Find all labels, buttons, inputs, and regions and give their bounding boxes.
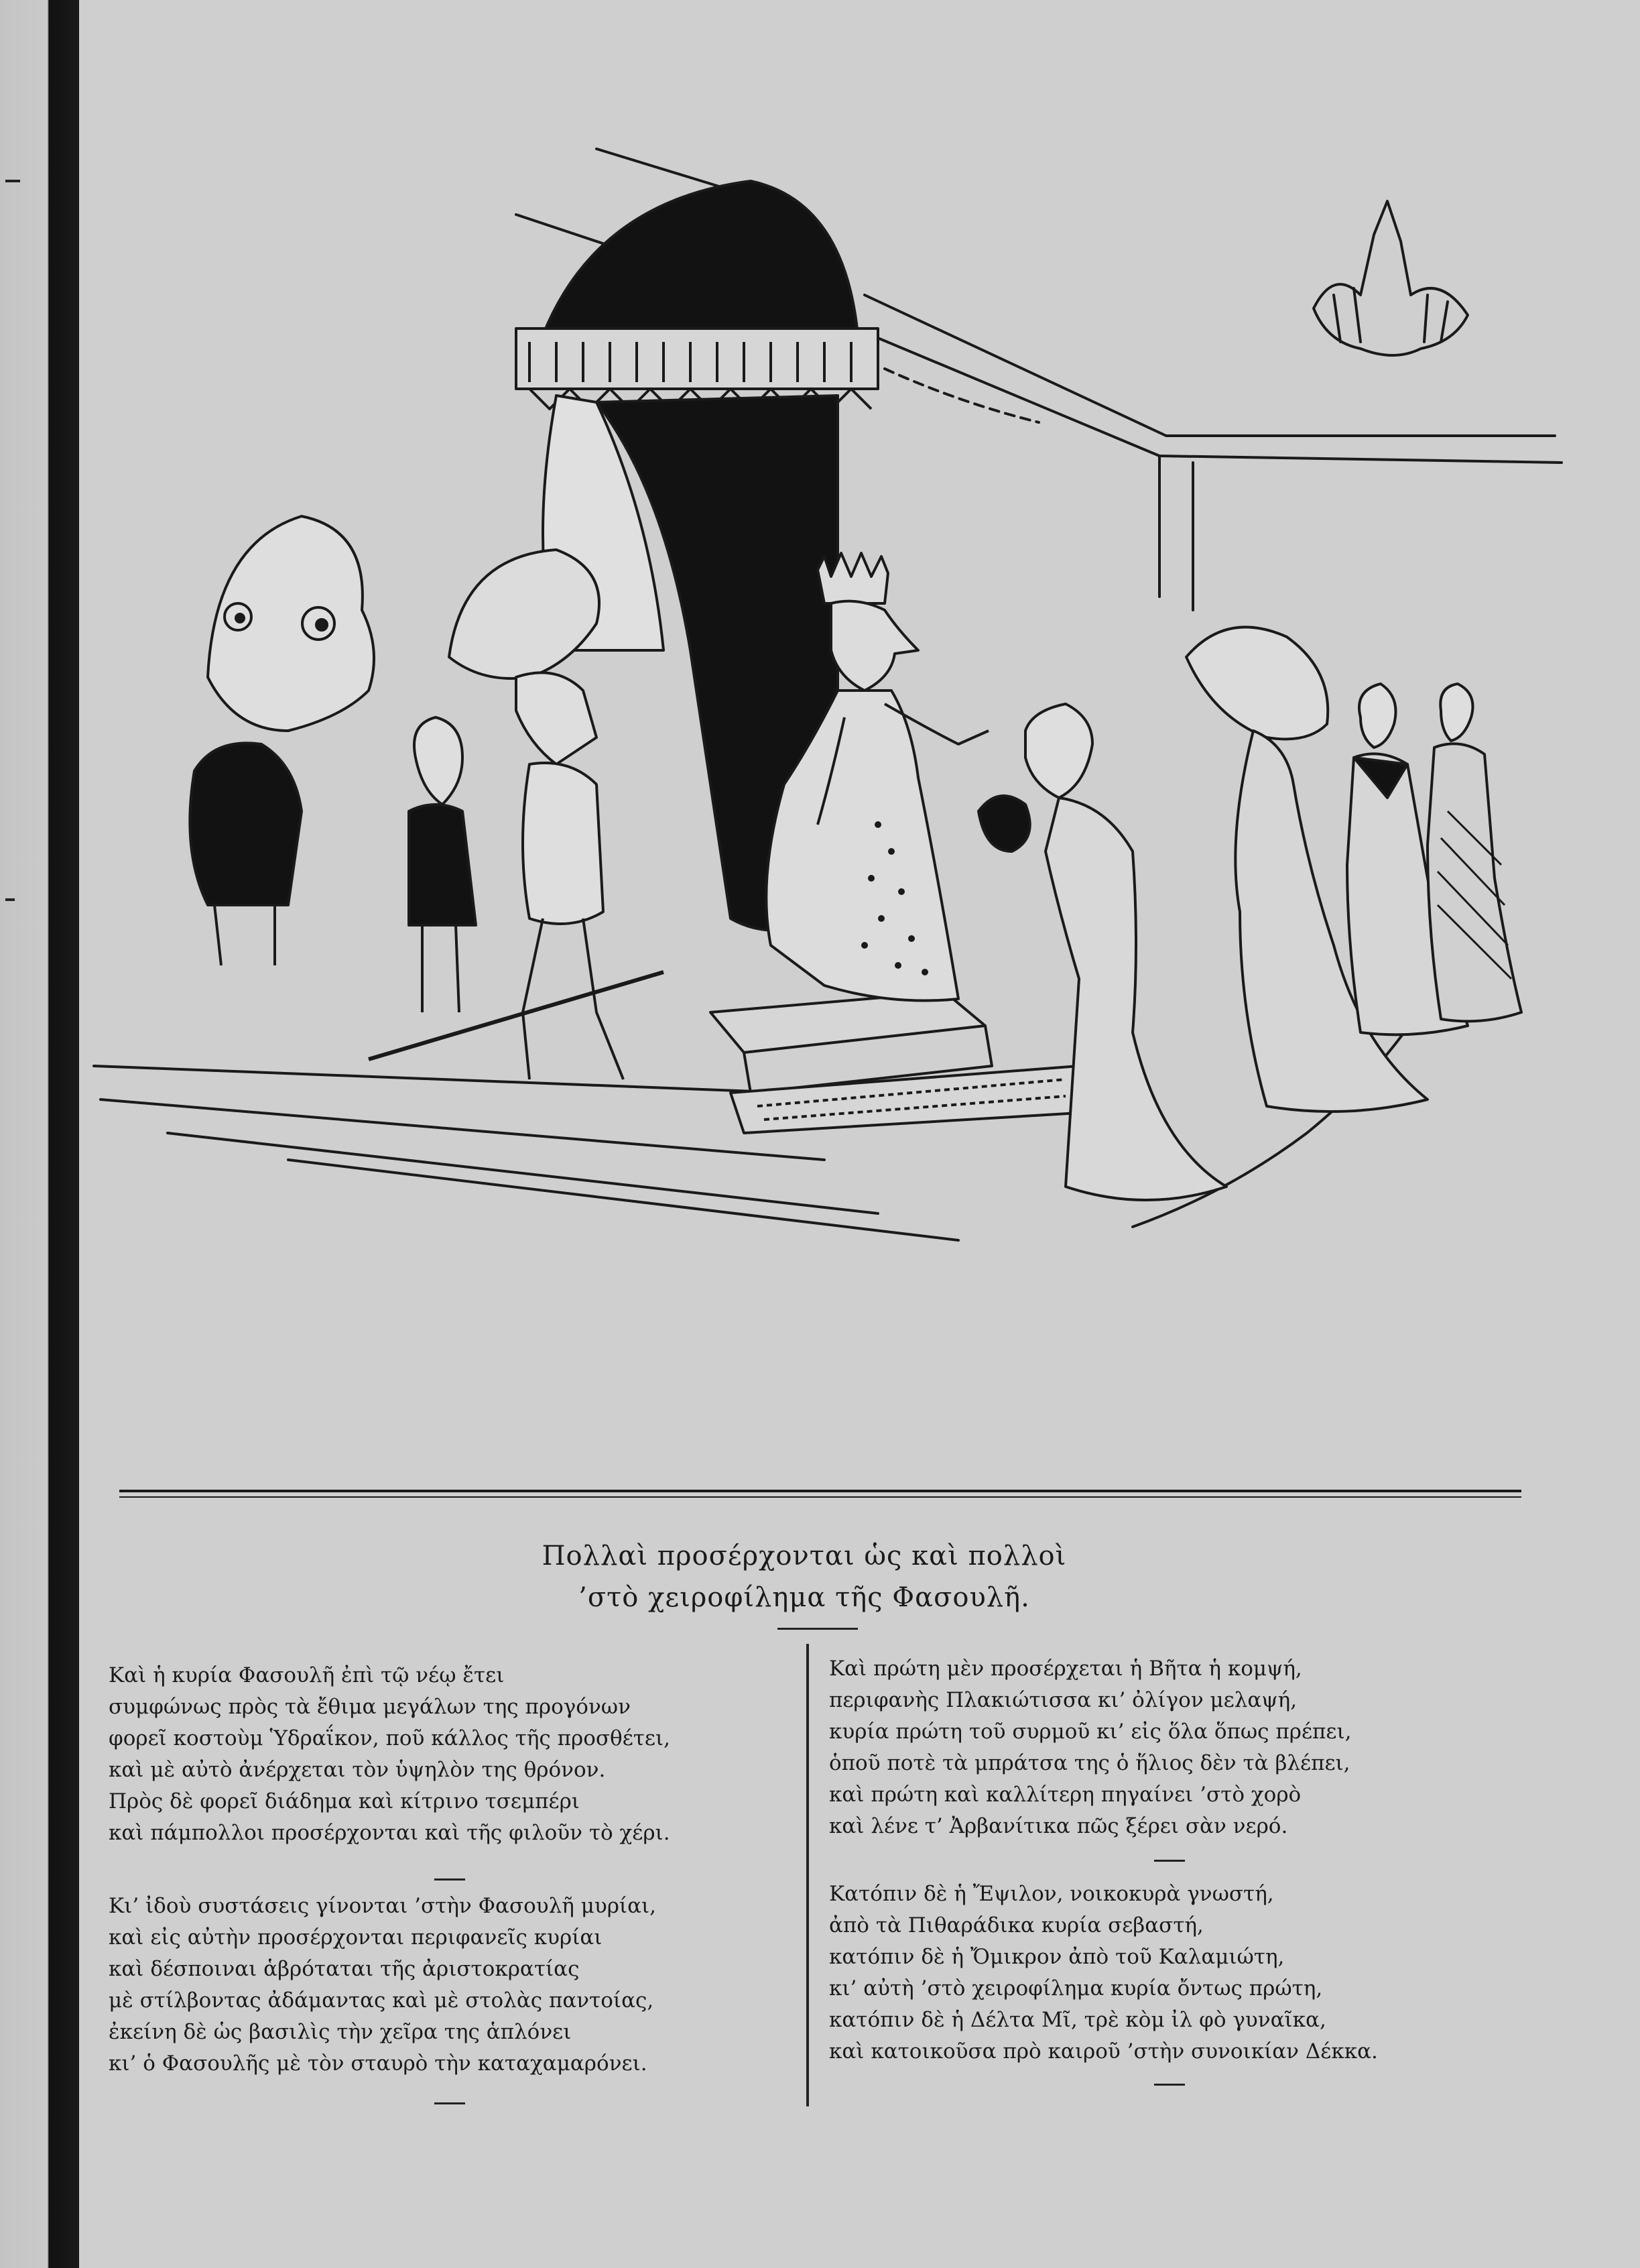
horizontal-rule	[119, 1490, 1521, 1492]
staff	[369, 972, 664, 1059]
column-divider	[806, 1644, 809, 2106]
poem-line: φορεῖ κοστοὺμ Ὑδραΐκον, ποῦ κάλλος τῆς προσθέτει,	[109, 1726, 670, 1750]
stanza-separator	[434, 2102, 465, 2104]
large-head-man	[190, 516, 374, 965]
poem-line: κατόπιν δὲ ἡ Δέλτα Μῖ, τρὲ κὸμ ἰλ φὸ γυναῖκα,	[829, 2008, 1326, 2032]
poem-line: καὶ πάμπολλοι προσέρχονται καὶ τῆς φιλοῦν τὸ χέρι.	[109, 1821, 670, 1845]
poem-line: καὶ μὲ αὐτὸ ἀνέρχεται τὸν ὑψηλὸν της θρόνον.	[109, 1758, 606, 1782]
poem-line: κυρία πρώτη τοῦ συρμοῦ κι’ εἰς ὅλα ὅπως πρέπει,	[829, 1720, 1352, 1744]
poem-line: συμφώνως πρὸς τὰ ἔθιμα μεγάλων της προγόνων	[109, 1695, 631, 1719]
left-stanza-2	[109, 1891, 656, 2080]
right-stanza-2	[829, 1878, 1378, 2068]
chandelier	[1314, 201, 1468, 355]
right-stanza-1	[829, 1653, 1352, 1842]
page-binding-edge	[0, 0, 79, 2268]
stanza-separator	[1154, 1860, 1185, 1862]
poem-line: Πρὸς δὲ φορεῖ διάδημα καὶ κίτρινο τσεμπέρι	[109, 1789, 580, 1813]
canopy-dome	[543, 181, 858, 335]
floor-line	[168, 1133, 878, 1213]
poem-line: μὲ στίλβοντας ἀδάμαντας καὶ μὲ στολὰς παντοίας,	[109, 1988, 654, 2013]
poem-line: ὁποῦ ποτὲ τὰ μπράτσα της ὁ ἥλιος δὲν τὰ βλέπει,	[829, 1751, 1350, 1775]
poem-line: κι’ αὐτὴ ’στὸ χειροφίλημα κυρία ὄντως πρώτη,	[829, 1976, 1323, 2001]
floor-line	[94, 1066, 791, 1093]
poem-line: καὶ κατοικοῦσα πρὸ καιροῦ ’στὴν συνοικίαν Δέκκα.	[829, 2039, 1378, 2064]
poem-line: Κι’ ἰδοὺ συστάσεις γίνονται ’στὴν Φασουλῆ μυρίαι,	[109, 1894, 657, 1918]
ladies-group	[1186, 627, 1521, 1112]
floor-line	[288, 1160, 958, 1240]
wall-pilaster	[1159, 456, 1193, 610]
poem-line: καὶ εἰς αὐτὴν προσέρχονται περιφανεῖς κυρίαι	[109, 1925, 603, 1950]
left-stanza-1	[109, 1660, 670, 1849]
poem-line: Καὶ πρώτη μὲν προσέρχεται ἡ Βῆτα ἡ κομψή,	[829, 1657, 1302, 1681]
margin-mark	[5, 898, 15, 901]
poem-line: καὶ λένε τ’ Ἀρβανίτικα πῶς ξέρει σὰν νερό.	[829, 1814, 1288, 1838]
poem-line: Κατόπιν δὲ ἡ Ἔψιλον, νοικοκυρὰ γνωστή,	[829, 1882, 1274, 1906]
poem-line: περιφανὴς Πλακιώτισσα κι’ ὀλίγον μελαψή,	[829, 1688, 1298, 1712]
cartoon-illustration	[87, 141, 1588, 1294]
stanza-separator	[1154, 2084, 1185, 2086]
thin-man	[409, 717, 476, 1012]
poem-line: ἀπὸ τὰ Πιθαράδικα κυρία σεβαστή,	[829, 1913, 1204, 1937]
stanza-separator	[434, 1878, 465, 1881]
margin-mark	[5, 180, 20, 182]
poem-line: Καὶ ἡ κυρία Φασουλῆ ἐπὶ τῷ νέῳ ἔτει	[109, 1663, 505, 1687]
wall-cornice	[871, 335, 1562, 463]
chandelier-drops	[1334, 288, 1448, 342]
poem-line: κι’ ὁ Φασουλῆς μὲ τὸν σταυρὸ τὴν καταχαμαρόνει.	[109, 2051, 647, 2076]
feathered-hat	[1186, 627, 1328, 739]
poem-line: ἐκείνη δὲ ὡς βασιλὶς τὴν χεῖρα της ἁπλόνει	[109, 2020, 572, 2044]
poem-line: καὶ δέσποιναι ἁβρόταται τῆς ἀριστοκρατίας	[109, 1957, 580, 1981]
horizontal-rule	[119, 1496, 1521, 1498]
floor-line	[101, 1099, 824, 1160]
wall-cornice	[865, 295, 1555, 436]
bouquet	[979, 796, 1030, 851]
poem-line: καὶ πρώτη καὶ καλλίτερη πηγαίνει ’στὸ χορὸ	[829, 1783, 1302, 1807]
lady-with-bouquet	[979, 704, 1226, 1200]
caption-rule	[777, 1628, 858, 1630]
poem-line: κατόπιν δὲ ἡ Ὄμικρον ἀπὸ τοῦ Καλαμιώτη,	[829, 1945, 1285, 1969]
caption-line-1: Πολλαὶ προσέρχονται ὡς καὶ πολλοὶ	[542, 1541, 1067, 1571]
plumed-helmet	[449, 550, 599, 678]
caption-line-2: ’στὸ χειροφίλημα τῆς Φασουλῆ.	[578, 1582, 1030, 1613]
